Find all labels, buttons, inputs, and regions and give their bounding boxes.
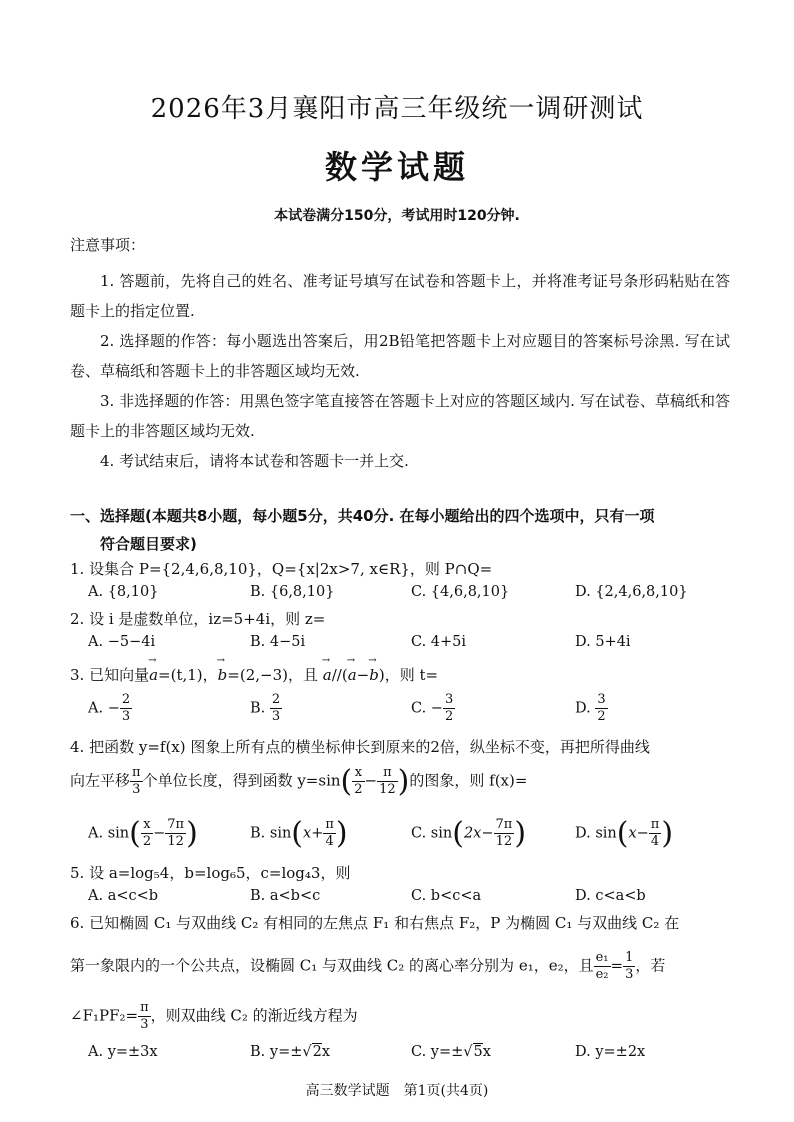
- q1-option-b: B. {6,8,10}: [250, 584, 335, 600]
- q6-one: 1: [625, 950, 634, 965]
- q3-d-num: 3: [597, 692, 606, 707]
- q6-three: 3: [140, 1017, 149, 1032]
- q4-option-c: C. sin(2x− $\frac{7\pi}{12}$ ): [411, 816, 527, 851]
- vector-b: → b: [369, 666, 379, 684]
- q4-three: 3: [132, 782, 141, 797]
- q4-two: 2: [142, 834, 152, 849]
- q4-pi: π: [132, 765, 141, 780]
- page-footer: 高三数学试题 第1页(共4页): [305, 1083, 489, 1099]
- q3-option-d: [575, 692, 608, 725]
- q4-7pi: 7π: [167, 817, 185, 832]
- vector-a: → a: [323, 666, 332, 684]
- q4-c-label: C. sin: [411, 825, 453, 842]
- fraction: [138, 1000, 151, 1033]
- q3-option-b: [250, 692, 282, 725]
- q5-option-a: A. a<c<b: [88, 888, 159, 904]
- vector-a: → a: [149, 666, 158, 684]
- fraction: [595, 692, 607, 725]
- q6-text: ∠F₁PF₂=: [70, 1006, 139, 1025]
- q6-option-b: B. y=±√2x: [250, 1044, 331, 1060]
- q6-c-pre: C. y=±: [411, 1044, 464, 1060]
- fraction: [623, 950, 635, 983]
- question-5-stem: 5. 设 a=log₅4，b=log₆5，c=log₄3，则: [70, 864, 351, 882]
- q3-a-label: A. −: [88, 700, 120, 717]
- fraction: [494, 817, 515, 850]
- notice-item: 3. 非选择题的作答：用黑色签字笔直接答在答题卡上对应的答题区域内. 写在试卷、草稿纸和答题卡上的非答题区域均无效.: [70, 392, 730, 440]
- section-heading: [70, 502, 730, 558]
- exam-title: 2026年3月襄阳市高三年级统一调研测试: [150, 94, 644, 124]
- q4-option-d: D. sin(x− $\frac{\pi}{4}$ ): [575, 816, 674, 851]
- q6-pi: π: [140, 1000, 149, 1015]
- vector-a: → a: [348, 666, 357, 684]
- q4-b-inner: x+: [303, 825, 324, 842]
- q2-option-b: B. 4−5i: [250, 634, 306, 650]
- q4-d-inner: x−: [628, 825, 649, 842]
- notice-item: 1. 答题前，先将自己的姓名、准考证号填写在试卷和答题卡上，并将准考证号条形码粘贴在答题卡上的指定位置.: [70, 272, 730, 320]
- q3-d-label: D.: [575, 700, 596, 717]
- fraction: [443, 692, 455, 725]
- notice-item: 2. 选择题的作答：每小题选出答案后，用2B铅笔把答题卡上对应题目的答案标号涂黑. 写在试卷、草稿纸和答题卡上的非答题区域均无效.: [70, 332, 730, 380]
- q4-a-label: A. sin: [88, 825, 130, 842]
- q1-option-d: D. {2,4,6,8,10}: [575, 584, 688, 600]
- q1-option-c: C. {4,6,8,10}: [411, 584, 510, 600]
- notice-item: 4. 考试结束后，请将本试卷和答题卡一并上交.: [100, 452, 409, 470]
- q4-option-a: A. sin( $\frac{x}{2}$ − $\frac{7\pi}{12}$ ): [88, 816, 198, 851]
- q4-x: x: [352, 765, 364, 782]
- q2-option-a: A. −5−4i: [88, 634, 156, 650]
- q3-d-den: 2: [597, 709, 606, 724]
- q6-option-c: C. y=±√5x: [411, 1044, 491, 1060]
- notice-heading: 注意事项：: [70, 236, 146, 254]
- q3-b-den: 3: [271, 709, 281, 724]
- q3-text: ，则 t=: [384, 666, 439, 684]
- q4-text: 个单位长度，得到函数 y=sin: [142, 771, 341, 790]
- q3-text: 3. 已知向量: [70, 666, 150, 684]
- q4-text: 向左平移: [70, 771, 131, 790]
- question-4-line2: 向左平移 $\frac{\pi}{3}$ 个单位长度，得到函数 y=sin( $\frac{x}{2}$ − $\frac{\pi}{12}$ )的图象，则 f(x)=: [70, 764, 528, 799]
- q5-option-c: C. b<c<a: [411, 888, 482, 904]
- q4-text: 的图象，则 f(x)=: [409, 771, 528, 790]
- q6-b-rad: 2: [312, 1044, 322, 1060]
- q6-three: 3: [625, 967, 634, 982]
- q4-pi: π: [325, 817, 334, 832]
- fraction: [352, 765, 364, 798]
- q4-pi: π: [650, 817, 660, 832]
- notice-list: [70, 266, 730, 476]
- fraction: [165, 817, 186, 850]
- q3-text: =(2,−3)，且: [227, 666, 318, 684]
- question-1-stem: 1. 设集合 P={2,4,6,8,10}，Q={x|2x>7, x∈R}，则 P∩Q=: [70, 560, 493, 578]
- q4-twelve: 12: [379, 782, 396, 797]
- q4-pi: π: [377, 765, 398, 782]
- q3-text: =(t,1)，: [158, 666, 218, 684]
- q5-option-b: B. a<b<c: [250, 888, 321, 904]
- fraction: [120, 692, 132, 725]
- q6-text: ，则双曲线 C₂ 的渐近线方程为: [150, 1006, 358, 1025]
- q4-c-inner: 2x−: [463, 825, 494, 842]
- subject-title: 数学试题: [324, 148, 469, 186]
- q4-option-b: B. sin(x+ $\frac{\pi}{4}$ ): [250, 816, 348, 851]
- q4-d-label: D. sin: [575, 825, 617, 842]
- q3-a-num: 2: [121, 692, 131, 707]
- q6-text: 第一象限内的一个公共点，设椭圆 C₁ 与双曲线 C₂ 的离心率分别为 e₁，e₂，且: [70, 956, 594, 975]
- section-heading-line2: 符合题目要求): [100, 535, 197, 553]
- q4-minus: −: [153, 825, 166, 842]
- question-6-line3: [70, 1000, 740, 1033]
- q4-7pi: 7π: [495, 817, 513, 832]
- q3-c-num: 3: [444, 692, 454, 707]
- fraction: [141, 817, 153, 850]
- q2-option-c: C. 4+5i: [411, 634, 467, 650]
- q3-c-label: C. −: [411, 700, 443, 717]
- fraction: [323, 817, 336, 850]
- question-4-line1: 4. 把函数 y=f(x) 图象上所有点的横坐标伸长到原来的2倍，纵坐标不变，再把所得曲线: [70, 738, 650, 756]
- q3-option-a: [88, 692, 132, 725]
- fraction: [270, 692, 282, 725]
- question-3-stem: 3. 已知向量→ a=(t,1)，→ b=(2,−3)，且 → a//(→ a−→ b)，则 t=: [70, 664, 740, 685]
- q6-b-post: x: [321, 1044, 331, 1060]
- q6-c-post: x: [482, 1044, 491, 1060]
- q3-a-den: 3: [121, 709, 131, 724]
- fraction: [649, 817, 662, 850]
- question-6-line2: 第一象限内的一个公共点，设椭圆 C₁ 与双曲线 C₂ 的离心率分别为 e₁，e₂，且 $\frac{\text{e₁}}{\text{e₂}}$ = $\frac{1}{3}$ ，若: [70, 950, 666, 982]
- q6-text: ，若: [635, 956, 666, 975]
- q4-twelve: 12: [167, 834, 184, 849]
- q6-option-d: D. y=±2x: [575, 1044, 646, 1060]
- section-heading-line1: 一、选择题(本题共8小题，每小题5分，共40分. 在每小题给出的四个选项中，只有一项: [70, 507, 655, 525]
- fraction: [130, 765, 143, 798]
- question-6-line1: 6. 已知椭圆 C₁ 与双曲线 C₂ 有相同的左焦点 F₁ 和右焦点 F₂，P 为椭圆 C₁ 与双曲线 C₂ 在: [70, 914, 680, 932]
- q3-option-c: [411, 692, 455, 725]
- q6-b-pre: B. y=±: [250, 1044, 303, 1060]
- q3-b-label: B.: [250, 700, 270, 717]
- q6-option-a: A. y=±3x: [88, 1044, 158, 1060]
- q2-option-d: D. 5+4i: [575, 634, 631, 650]
- q4-b-label: B. sin: [250, 825, 292, 842]
- q5-option-d: D. c<a<b: [575, 888, 646, 904]
- q1-option-a: A. {8,10}: [88, 584, 159, 600]
- q6-c-rad: 5: [473, 1044, 483, 1060]
- q4-minus: −: [364, 771, 378, 790]
- q3-c-den: 2: [444, 709, 454, 724]
- q4-four: 4: [650, 834, 660, 849]
- fraction: [594, 950, 611, 983]
- question-2-stem: 2. 设 i 是虚数单位，iz=5+4i，则 z=: [70, 610, 326, 628]
- q6-e2: e₂: [595, 967, 609, 982]
- q6-e1: e₁: [595, 950, 609, 965]
- q4-twelve: 12: [495, 834, 513, 849]
- fraction: [377, 765, 398, 798]
- exam-subtitle: 本试卷满分150分，考试用时120分钟.: [274, 208, 520, 224]
- q3-b-num: 2: [271, 692, 281, 707]
- vector-b: → b: [218, 666, 228, 684]
- q4-x: x: [141, 817, 153, 834]
- q4-two: 2: [354, 782, 363, 797]
- q4-four: 4: [325, 834, 334, 849]
